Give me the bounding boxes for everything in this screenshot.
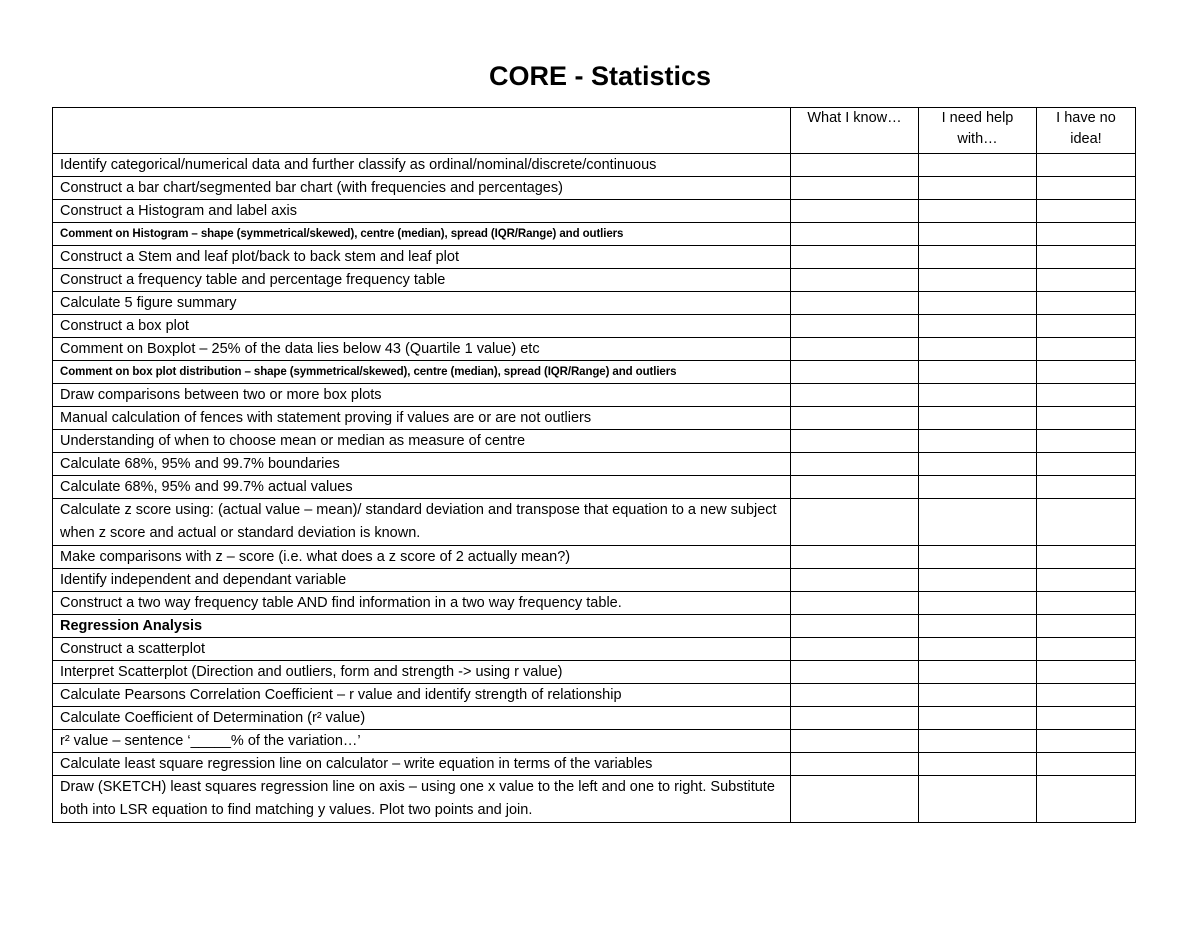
topic-cell: Construct a box plot <box>53 315 791 338</box>
help-checkbox-cell[interactable] <box>919 638 1037 661</box>
topic-cell: Construct a frequency table and percentage frequency table <box>53 269 791 292</box>
help-checkbox-cell[interactable] <box>919 200 1037 223</box>
help-checkbox-cell[interactable] <box>919 684 1037 707</box>
table-row <box>53 269 1136 292</box>
table-row <box>53 753 1136 776</box>
table-row <box>53 200 1136 223</box>
know-checkbox-cell[interactable] <box>791 592 919 615</box>
know-checkbox-cell[interactable] <box>791 615 919 638</box>
help-checkbox-cell[interactable] <box>919 384 1037 407</box>
no-idea-checkbox-cell[interactable] <box>1037 476 1136 499</box>
topic-cell: Manual calculation of fences with statement proving if values are or are not outliers <box>53 407 791 430</box>
no-idea-checkbox-cell[interactable] <box>1037 292 1136 315</box>
table-row <box>53 246 1136 269</box>
topic-cell: Understanding of when to choose mean or median as measure of centre <box>53 430 791 453</box>
section-header-row <box>53 615 1136 638</box>
know-checkbox-cell[interactable] <box>791 246 919 269</box>
topic-cell: Draw (SKETCH) least squares regression line on axis – using one x value to the left and one to right. Substitute both into LSR equation to find matching y values. Plot two points and join. <box>53 776 791 823</box>
help-checkbox-cell[interactable] <box>919 361 1037 384</box>
know-checkbox-cell[interactable] <box>791 154 919 177</box>
topic-cell: Calculate 68%, 95% and 99.7% actual values <box>53 476 791 499</box>
help-checkbox-cell[interactable] <box>919 223 1037 246</box>
table-row <box>53 707 1136 730</box>
table-row <box>53 453 1136 476</box>
no-idea-checkbox-cell[interactable] <box>1037 707 1136 730</box>
no-idea-checkbox-cell[interactable] <box>1037 661 1136 684</box>
no-idea-column-header: I have no idea! <box>1037 108 1136 154</box>
no-idea-checkbox-cell[interactable] <box>1037 615 1136 638</box>
topic-cell: Construct a bar chart/segmented bar chart (with frequencies and percentages) <box>53 177 791 200</box>
help-checkbox-cell[interactable] <box>919 246 1037 269</box>
table-row <box>53 476 1136 499</box>
table-row <box>53 730 1136 753</box>
topic-cell: Identify categorical/numerical data and further classify as ordinal/nominal/discrete/continuous <box>53 154 791 177</box>
no-idea-checkbox-cell[interactable] <box>1037 361 1136 384</box>
know-checkbox-cell[interactable] <box>791 269 919 292</box>
topic-cell: Draw comparisons between two or more box plots <box>53 384 791 407</box>
no-idea-checkbox-cell[interactable] <box>1037 269 1136 292</box>
table-row <box>53 661 1136 684</box>
no-idea-checkbox-cell[interactable] <box>1037 569 1136 592</box>
topic-cell: Calculate Pearsons Correlation Coefficient – r value and identify strength of relationship <box>53 684 791 707</box>
know-checkbox-cell[interactable] <box>791 361 919 384</box>
table-row <box>53 384 1136 407</box>
know-checkbox-cell[interactable] <box>791 730 919 753</box>
table-row <box>53 546 1136 569</box>
topic-cell: Comment on box plot distribution – shape (symmetrical/skewed), centre (median), spread (IQR/Range) and outliers <box>53 361 791 384</box>
topic-cell: Construct a Histogram and label axis <box>53 200 791 223</box>
know-checkbox-cell[interactable] <box>791 200 919 223</box>
know-checkbox-cell[interactable] <box>791 499 919 546</box>
help-checkbox-cell[interactable] <box>919 707 1037 730</box>
no-idea-checkbox-cell[interactable] <box>1037 546 1136 569</box>
know-checkbox-cell[interactable] <box>791 430 919 453</box>
table-row <box>53 776 1136 823</box>
statistics-checklist-table <box>52 107 1136 823</box>
topic-cell: Calculate least square regression line on calculator – write equation in terms of the variables <box>53 753 791 776</box>
know-checkbox-cell[interactable] <box>791 453 919 476</box>
no-idea-checkbox-cell[interactable] <box>1037 200 1136 223</box>
know-checkbox-cell[interactable] <box>791 638 919 661</box>
no-idea-checkbox-cell[interactable] <box>1037 638 1136 661</box>
table-row <box>53 361 1136 384</box>
what-i-know-column-header: What I know… <box>791 108 919 154</box>
table-row <box>53 338 1136 361</box>
know-checkbox-cell[interactable] <box>791 384 919 407</box>
help-checkbox-cell[interactable] <box>919 730 1037 753</box>
help-checkbox-cell[interactable] <box>919 177 1037 200</box>
table-row <box>53 154 1136 177</box>
topic-cell: Comment on Boxplot – 25% of the data lies below 43 (Quartile 1 value) etc <box>53 338 791 361</box>
know-checkbox-cell[interactable] <box>791 177 919 200</box>
no-idea-checkbox-cell[interactable] <box>1037 753 1136 776</box>
know-checkbox-cell[interactable] <box>791 223 919 246</box>
know-checkbox-cell[interactable] <box>791 776 919 823</box>
table-row <box>53 499 1136 546</box>
topic-cell: r² value – sentence ‘_____% of the variation…’ <box>53 730 791 753</box>
know-checkbox-cell[interactable] <box>791 569 919 592</box>
table-row <box>53 684 1136 707</box>
table-row <box>53 223 1136 246</box>
table-row <box>53 292 1136 315</box>
no-idea-checkbox-cell[interactable] <box>1037 154 1136 177</box>
topic-cell: Comment on Histogram – shape (symmetrical/skewed), centre (median), spread (IQR/Range) and outliers <box>53 223 791 246</box>
help-checkbox-cell[interactable] <box>919 592 1037 615</box>
help-checkbox-cell[interactable] <box>919 569 1037 592</box>
help-checkbox-cell[interactable] <box>919 499 1037 546</box>
topic-cell: Identify independent and dependant variable <box>53 569 791 592</box>
help-checkbox-cell[interactable] <box>919 338 1037 361</box>
header-row <box>53 108 1136 154</box>
topic-cell: Interpret Scatterplot (Direction and outliers, form and strength -> using r value) <box>53 661 791 684</box>
know-checkbox-cell[interactable] <box>791 407 919 430</box>
help-checkbox-cell[interactable] <box>919 407 1037 430</box>
topic-cell: Calculate 68%, 95% and 99.7% boundaries <box>53 453 791 476</box>
help-checkbox-cell[interactable] <box>919 154 1037 177</box>
no-idea-checkbox-cell[interactable] <box>1037 407 1136 430</box>
table-row <box>53 407 1136 430</box>
know-checkbox-cell[interactable] <box>791 661 919 684</box>
table-row <box>53 177 1136 200</box>
know-checkbox-cell[interactable] <box>791 315 919 338</box>
help-checkbox-cell[interactable] <box>919 476 1037 499</box>
help-checkbox-cell[interactable] <box>919 661 1037 684</box>
table-row <box>53 569 1136 592</box>
help-checkbox-cell[interactable] <box>919 269 1037 292</box>
topic-cell: Construct a Stem and leaf plot/back to back stem and leaf plot <box>53 246 791 269</box>
no-idea-checkbox-cell[interactable] <box>1037 177 1136 200</box>
no-idea-checkbox-cell[interactable] <box>1037 776 1136 823</box>
know-checkbox-cell[interactable] <box>791 753 919 776</box>
topic-cell: Make comparisons with z – score (i.e. what does a z score of 2 actually mean?) <box>53 546 791 569</box>
know-checkbox-cell[interactable] <box>791 684 919 707</box>
table-row <box>53 315 1136 338</box>
no-idea-checkbox-cell[interactable] <box>1037 684 1136 707</box>
no-idea-checkbox-cell[interactable] <box>1037 430 1136 453</box>
need-help-column-header: I need help with… <box>919 108 1037 154</box>
help-checkbox-cell[interactable] <box>919 430 1037 453</box>
topic-column-header <box>53 108 791 154</box>
topic-cell: Construct a two way frequency table AND find information in a two way frequency table. <box>53 592 791 615</box>
help-checkbox-cell[interactable] <box>919 292 1037 315</box>
no-idea-checkbox-cell[interactable] <box>1037 730 1136 753</box>
table-row <box>53 638 1136 661</box>
know-checkbox-cell[interactable] <box>791 546 919 569</box>
know-checkbox-cell[interactable] <box>791 476 919 499</box>
no-idea-checkbox-cell[interactable] <box>1037 315 1136 338</box>
help-checkbox-cell[interactable] <box>919 753 1037 776</box>
help-checkbox-cell[interactable] <box>919 315 1037 338</box>
topic-cell: Calculate Coefficient of Determination (r² value) <box>53 707 791 730</box>
help-checkbox-cell[interactable] <box>919 615 1037 638</box>
know-checkbox-cell[interactable] <box>791 707 919 730</box>
topic-cell: Calculate 5 figure summary <box>53 292 791 315</box>
no-idea-checkbox-cell[interactable] <box>1037 223 1136 246</box>
no-idea-checkbox-cell[interactable] <box>1037 453 1136 476</box>
table-row <box>53 592 1136 615</box>
no-idea-checkbox-cell[interactable] <box>1037 338 1136 361</box>
section-heading: Regression Analysis <box>53 615 791 638</box>
topic-cell: Construct a scatterplot <box>53 638 791 661</box>
know-checkbox-cell[interactable] <box>791 292 919 315</box>
no-idea-checkbox-cell[interactable] <box>1037 246 1136 269</box>
no-idea-checkbox-cell[interactable] <box>1037 592 1136 615</box>
checklist-body <box>53 154 1136 823</box>
no-idea-checkbox-cell[interactable] <box>1037 384 1136 407</box>
topic-cell: Calculate z score using: (actual value – mean)/ standard deviation and transpose that equation to a new subject when z score and actual or standard deviation is known. <box>53 499 791 546</box>
know-checkbox-cell[interactable] <box>791 338 919 361</box>
table-row <box>53 430 1136 453</box>
help-checkbox-cell[interactable] <box>919 453 1037 476</box>
no-idea-checkbox-cell[interactable] <box>1037 499 1136 546</box>
page-title: CORE - Statistics <box>488 61 712 91</box>
help-checkbox-cell[interactable] <box>919 776 1037 823</box>
help-checkbox-cell[interactable] <box>919 546 1037 569</box>
